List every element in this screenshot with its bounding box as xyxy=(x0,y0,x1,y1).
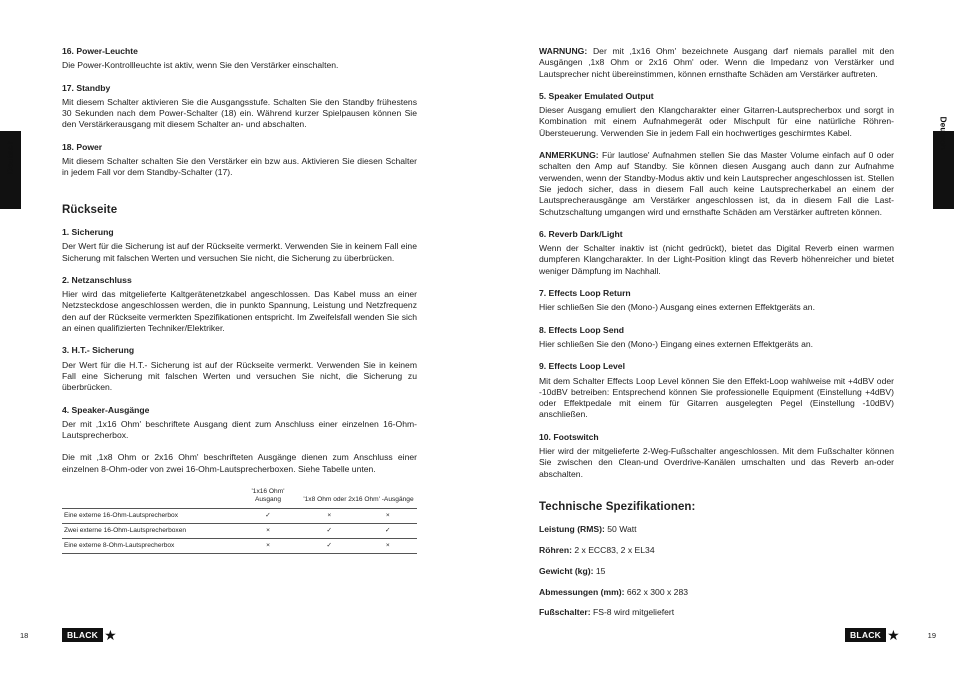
item-text: Hier wird der mitgelieferte 2-Weg-Fußschalter angeschlossen. Mit dem Fußschalter können Sie zwischen den Clean-und Overdrive-Kanälen umschalten und das Reverb an-oder abschalten. xyxy=(539,446,894,479)
warning-paragraph xyxy=(539,46,894,80)
language-tab-label: Deutsch xyxy=(5,140,15,174)
right-page xyxy=(477,0,954,677)
logo-text: BLACK xyxy=(62,628,103,642)
brand-logo xyxy=(62,628,117,642)
table-cell: ✓ xyxy=(300,539,359,554)
table-cell: × xyxy=(236,524,300,539)
item-heading: 2. Netzanschluss xyxy=(62,274,132,285)
language-tab-label: Deutsch xyxy=(939,116,949,150)
rear-items xyxy=(62,227,417,475)
item-text: Mit diesem Schalter schalten Sie den Verstärker ein bzw aus. Aktivieren Sie diesen Schalter in jedem Fall vor dem Standby-Schalter (17). xyxy=(62,156,417,178)
page-number: 19 xyxy=(927,631,936,640)
spec-value: 50 Watt xyxy=(607,524,637,535)
note-text: Für lautlose' Aufnahmen stellen Sie das Master Volume einfach auf 0 oder schalten den Amp auf Standby. Sie können diesen Ausgang auch dann zur Aufnahme verwenden, wenn der Standby-Modus aktiv und kein Lautsprecher angeschlossen ist. Stellen Sie jedoch sicher, dass in diesem Fall auch keine Lautsprecherkabel an einem der Lautsprecherausgänge am Verstärker angeschlossen ist, da in diesem Fall die Last-Schutzschaltung umgangen wird und ernsthafte Schäden am Verstärker auftreten können. xyxy=(539,150,894,217)
spec-row xyxy=(539,607,894,618)
speaker-config-table xyxy=(62,487,417,554)
table-cell: ✓ xyxy=(236,509,300,524)
item-text: Hier schließen Sie den (Mono-) Eingang eines externen Effektgeräts an. xyxy=(539,338,814,349)
spec-label: Leistung (RMS): xyxy=(539,524,605,535)
item-heading: 9. Effects Loop Level xyxy=(539,361,625,372)
table-cell: × xyxy=(359,539,418,554)
table-row xyxy=(62,524,417,539)
item-heading: 7. Effects Loop Return xyxy=(539,288,631,299)
star-icon: ★ xyxy=(887,627,900,643)
table-row xyxy=(62,539,417,554)
spec-row xyxy=(539,545,894,556)
spec-value: FS-8 wird mitgeliefert xyxy=(592,607,675,618)
table-cell: × xyxy=(359,509,418,524)
warning-text: Der mit ‚1x16 Ohm' bezeichnete Ausgang darf niemals parallel mit den Ausgängen ‚1x8 Ohm or 2x16 Ohm' oder. Wenn die Impedanz von Verstärker und Lautsprecher nicht übereinstimmen, können ernsthafte Schäden am Verstärker auftreten. xyxy=(539,46,894,79)
item-heading: 3. H.T.- Sicherung xyxy=(62,345,135,356)
spec-label: Röhren: xyxy=(539,545,572,555)
item-heading: 6. Reverb Dark/Light xyxy=(539,228,623,239)
spec-row xyxy=(539,587,894,598)
item-text: Hier wird das mitgelieferte Kaltgerätenetzkabel angeschlossen. Das Kabel muss an einer Netzsteckdose angeschlossen werden, die in punkto Spannung, Leistung und Netzfrequenz den auf der Rückseite vermerkten Spezifikationen entspricht. Im Zweifelsfall wenden Sie sich an einen qualifizierten Techniker/Elektriker. xyxy=(62,289,417,334)
item-heading: 18. Power xyxy=(62,141,103,152)
table-header-col1: '1x16 Ohm' Ausgang xyxy=(251,488,285,504)
star-icon: ★ xyxy=(104,627,117,643)
table-header-blank xyxy=(62,487,236,509)
table-cell: × xyxy=(236,539,300,554)
specs-title: Technische Spezifikationen: xyxy=(539,500,696,513)
table-cell-label: Zwei externe 16-Ohm-Lautsprecherboxen xyxy=(62,524,236,539)
item-text: Die Power-Kontrollleuchte ist aktiv, wenn Sie den Verstärker einschalten. xyxy=(62,60,339,71)
item-heading: 4. Speaker-Ausgänge xyxy=(62,404,150,415)
table-row xyxy=(62,509,417,524)
item-text: Mit dem Schalter Effects Loop Level können Sie den Effekt-Loop wahlweise mit +4dBV oder -10dBV betreiben: Entsprechend können Sie professionelle Equipment (Einstellung +4dBV) oder Effektpedale mit einem für Gitarren ausgelegten Pegel (Einstellung -10dBV) anschließen. xyxy=(539,375,894,420)
section-title-rear: Rückseite xyxy=(62,203,118,216)
table-header xyxy=(62,487,417,509)
table-cell: ✓ xyxy=(300,524,359,539)
item-text: Dieser Ausgang emuliert den Klangcharakter einer Gitarren-Lautsprecherbox und sorgt in Kombination mit einem Aufnahmegerät oder Mischpult für eine natürliche Röhren-Übersteuerung. Verwenden Sie in jedem Fall ein hochwertiges geschirmtes Kabel. xyxy=(539,105,894,138)
item-text: Der Wert für die H.T.- Sicherung ist auf der Rückseite vermerkt. Verwenden Sie in keinem Fall eine Sicherung mit falschen Werten und versuchen Sie nicht, die Sicherung zu überbrücken. xyxy=(62,359,417,393)
spec-label: Fußschalter: xyxy=(539,607,591,618)
left-column xyxy=(62,46,417,554)
item-text: Mit diesem Schalter aktivieren Sie die Ausgangsstufe. Schalten Sie den Standby frühestens 30 Sekunden nach dem Power-Schalter (18) ein. Während kurzer Spielpausen können Sie den Verstärkerausgang mit diesem Schalter an- und abschalten. xyxy=(62,96,417,130)
table-cell: × xyxy=(300,509,359,524)
warning-label: WARNUNG: xyxy=(539,46,588,56)
table-cell-label: Eine externe 16-Ohm-Lautsprecherbox xyxy=(62,509,236,524)
item-text: Hier schließen Sie den (Mono-) Ausgang eines externen Effektgeräts an. xyxy=(539,302,815,313)
item-text: Die mit ‚1x8 Ohm or 2x16 Ohm' beschrifteten Ausgänge dienen zum Anschluss einer einzelnen 8-Ohm-oder von zwei 16-Ohm-Lautsprecherboxen. Siehe Tabelle unten. xyxy=(62,452,417,474)
spec-value: 15 xyxy=(595,565,606,576)
front-items xyxy=(62,46,417,179)
spec-label: Abmessungen (mm): xyxy=(539,586,625,597)
item-heading: 16. Power-Leuchte xyxy=(62,46,138,56)
note-paragraph xyxy=(539,150,894,218)
spec-label: Gewicht (kg): xyxy=(539,565,594,576)
item-heading: 5. Speaker Emulated Output xyxy=(539,90,654,101)
spec-row xyxy=(539,524,894,535)
item-heading: 10. Footswitch xyxy=(539,431,599,442)
item-heading: 17. Standby xyxy=(62,82,111,93)
item-text: Der Wert für die Sicherung ist auf der Rückseite vermerkt. Verwenden Sie in keinem Fall eine Sicherung mit falschen Werten und versuchen Sie nicht, die Sicherung zu überbrücken. xyxy=(62,241,417,263)
right-column xyxy=(539,46,894,628)
item-heading: 1. Sicherung xyxy=(62,226,114,237)
spec-value: 2 x ECC83, 2 x EL34 xyxy=(574,545,655,555)
table-cell-label: Eine externe 8-Ohm-Lautsprecherbox xyxy=(62,539,236,554)
logo-text: BLACK xyxy=(845,628,886,642)
item-heading: 8. Effects Loop Send xyxy=(539,324,624,335)
table-cell: ✓ xyxy=(359,524,418,539)
item-text: Wenn der Schalter inaktiv ist (nicht gedrückt), bietet das Digital Reverb einen warmen dumpferen Klangcharakter. In der Light-Position klingt das Reverb höhenreicher und bietet weniger Dämpfung im Nachhall. xyxy=(539,243,894,276)
item-text: Der mit ‚1x16 Ohm' beschriftete Ausgang dient zum Anschluss einer einzelnen 16-Ohm-Lautsprecherbox. xyxy=(62,418,417,441)
spec-row xyxy=(539,566,894,577)
page-number: 18 xyxy=(20,631,29,640)
spec-value: 662 x 300 x 283 xyxy=(626,586,689,597)
note-label: ANMERKUNG: xyxy=(539,150,599,161)
brand-logo xyxy=(845,628,900,642)
table-header-col2: '1x8 Ohm oder 2x16 Ohm' -Ausgänge xyxy=(303,496,414,504)
